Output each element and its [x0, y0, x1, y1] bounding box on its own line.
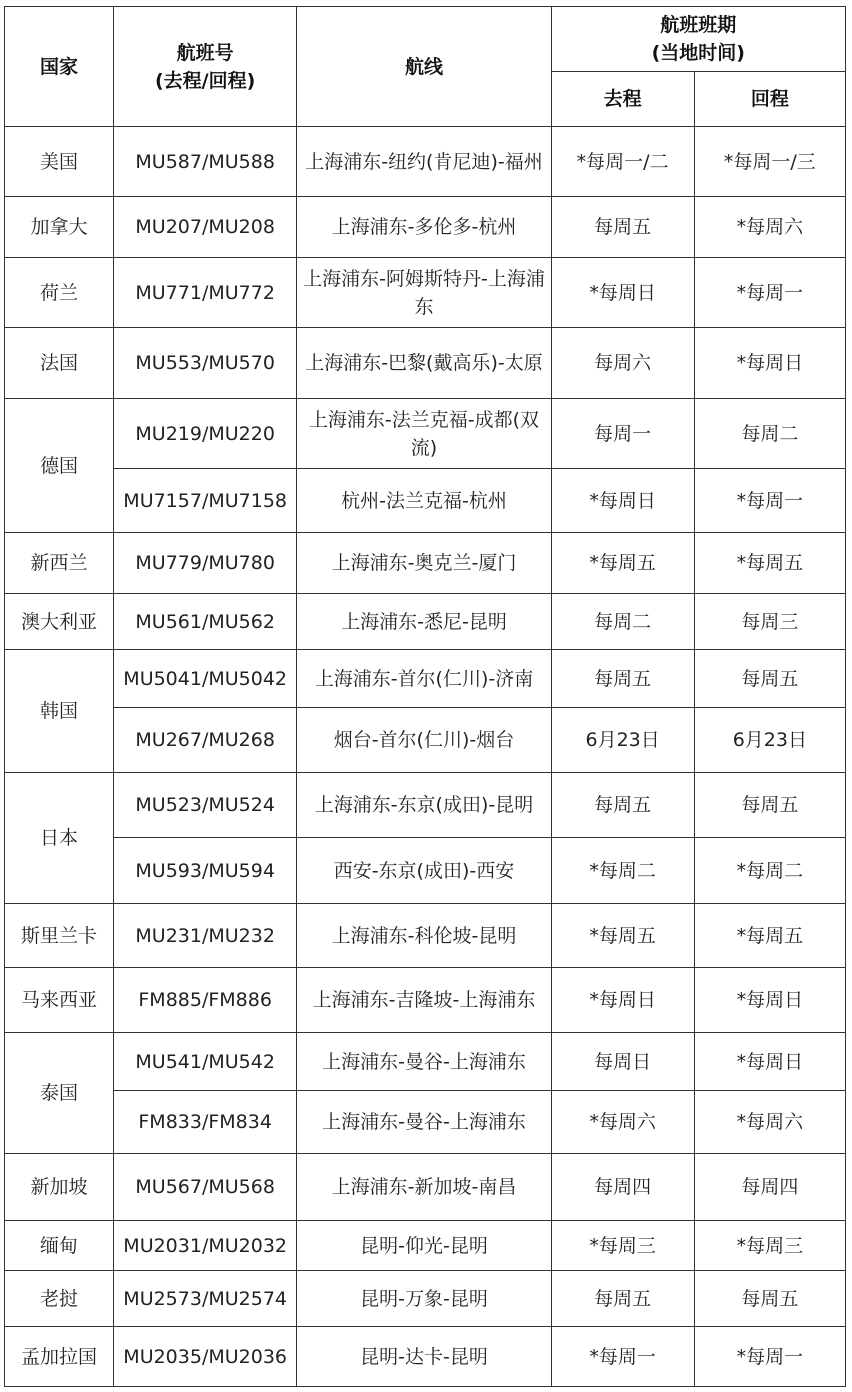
route-cell: 昆明-仰光-昆明	[297, 1221, 551, 1271]
table-row	[5, 1033, 846, 1091]
country-cell: 马来西亚	[5, 968, 114, 1033]
table-row	[5, 1221, 846, 1271]
country-cell: 斯里兰卡	[5, 904, 114, 968]
flight-cell: MU207/MU208	[113, 197, 297, 258]
country-cell: 荷兰	[5, 258, 114, 328]
country-cell: 澳大利亚	[5, 594, 114, 650]
flight-cell: MU231/MU232	[113, 904, 297, 968]
table-row	[5, 1327, 846, 1387]
header-return: 回程	[694, 72, 845, 127]
country-cell: 新加坡	[5, 1154, 114, 1221]
outbound-cell: *每周日	[551, 469, 694, 533]
outbound-cell: 每周一	[551, 399, 694, 469]
route-cell: 上海浦东-东京(成田)-昆明	[297, 773, 551, 838]
header-schedule	[551, 7, 845, 72]
outbound-cell: *每周六	[551, 1091, 694, 1154]
return-cell: 每周五	[694, 773, 845, 838]
table-row	[5, 1091, 846, 1154]
return-cell: *每周一	[694, 1327, 845, 1387]
table-row	[5, 594, 846, 650]
flight-cell: MU561/MU562	[113, 594, 297, 650]
table-row	[5, 197, 846, 258]
return-cell: 每周二	[694, 399, 845, 469]
table-row	[5, 469, 846, 533]
table-row	[5, 328, 846, 399]
return-cell: *每周六	[694, 1091, 845, 1154]
table-row	[5, 258, 846, 328]
return-cell: *每周日	[694, 328, 845, 399]
country-cell: 美国	[5, 127, 114, 197]
flight-cell: MU5041/MU5042	[113, 650, 297, 708]
flight-cell: MU523/MU524	[113, 773, 297, 838]
route-cell: 昆明-达卡-昆明	[297, 1327, 551, 1387]
outbound-cell: 每周五	[551, 197, 694, 258]
outbound-cell: *每周三	[551, 1221, 694, 1271]
route-cell: 上海浦东-巴黎(戴高乐)-太原	[297, 328, 551, 399]
return-cell: 每周三	[694, 594, 845, 650]
country-cell: 德国	[5, 399, 114, 533]
outbound-cell: 每周五	[551, 650, 694, 708]
route-cell: 上海浦东-纽约(肯尼迪)-福州	[297, 127, 551, 197]
route-cell: 上海浦东-悉尼-昆明	[297, 594, 551, 650]
return-cell: *每周日	[694, 1033, 845, 1091]
route-cell: 昆明-万象-昆明	[297, 1271, 551, 1327]
table-row	[5, 127, 846, 197]
route-cell: 上海浦东-法兰克福-成都(双流)	[297, 399, 551, 469]
route-cell: 上海浦东-奥克兰-厦门	[297, 533, 551, 594]
country-cell: 新西兰	[5, 533, 114, 594]
route-cell: 上海浦东-多伦多-杭州	[297, 197, 551, 258]
route-cell: 烟台-首尔(仁川)-烟台	[297, 708, 551, 773]
flight-cell: MU267/MU268	[113, 708, 297, 773]
header-country: 国家	[5, 7, 114, 127]
outbound-cell: *每周五	[551, 904, 694, 968]
flight-cell: MU779/MU780	[113, 533, 297, 594]
table-row	[5, 838, 846, 904]
outbound-cell: 每周二	[551, 594, 694, 650]
route-cell: 上海浦东-新加坡-南昌	[297, 1154, 551, 1221]
header-schedule-label: 航班班期	[660, 14, 737, 36]
table-body	[5, 127, 846, 1387]
outbound-cell: *每周一	[551, 1327, 694, 1387]
flight-cell: MU2035/MU2036	[113, 1327, 297, 1387]
outbound-cell: 6月23日	[551, 708, 694, 773]
flight-cell: MU553/MU570	[113, 328, 297, 399]
outbound-cell: *每周日	[551, 968, 694, 1033]
country-cell: 法国	[5, 328, 114, 399]
return-cell: *每周一	[694, 258, 845, 328]
return-cell: *每周一	[694, 469, 845, 533]
country-cell: 缅甸	[5, 1221, 114, 1271]
return-cell: *每周五	[694, 533, 845, 594]
table-row	[5, 533, 846, 594]
outbound-cell: *每周五	[551, 533, 694, 594]
header-flight-number	[113, 7, 297, 127]
return-cell: *每周五	[694, 904, 845, 968]
country-cell: 老挝	[5, 1271, 114, 1327]
header-route: 航线	[297, 7, 551, 127]
return-cell: *每周三	[694, 1221, 845, 1271]
country-cell: 加拿大	[5, 197, 114, 258]
return-cell: 每周五	[694, 1271, 845, 1327]
route-cell: 西安-东京(成田)-西安	[297, 838, 551, 904]
route-cell: 上海浦东-首尔(仁川)-济南	[297, 650, 551, 708]
header-flight-sub: (去程/回程)	[155, 69, 256, 92]
outbound-cell: *每周一/二	[551, 127, 694, 197]
flight-cell: MU587/MU588	[113, 127, 297, 197]
outbound-cell: *每周二	[551, 838, 694, 904]
header-flight-label: 航班号	[176, 41, 234, 64]
return-cell: *每周六	[694, 197, 845, 258]
country-cell: 韩国	[5, 650, 114, 773]
table-row	[5, 1154, 846, 1221]
table-row	[5, 399, 846, 469]
outbound-cell: 每周日	[551, 1033, 694, 1091]
flight-cell: MU2031/MU2032	[113, 1221, 297, 1271]
outbound-cell: 每周五	[551, 773, 694, 838]
header-outbound: 去程	[551, 72, 694, 127]
country-cell: 泰国	[5, 1033, 114, 1154]
route-cell: 上海浦东-吉隆坡-上海浦东	[297, 968, 551, 1033]
return-cell: *每周日	[694, 968, 845, 1033]
country-cell: 日本	[5, 773, 114, 904]
return-cell: 每周四	[694, 1154, 845, 1221]
return-cell: 每周五	[694, 650, 845, 708]
outbound-cell: 每周六	[551, 328, 694, 399]
flight-cell: MU219/MU220	[113, 399, 297, 469]
table-row	[5, 904, 846, 968]
route-cell: 上海浦东-曼谷-上海浦东	[297, 1091, 551, 1154]
return-cell: 6月23日	[694, 708, 845, 773]
route-cell: 上海浦东-曼谷-上海浦东	[297, 1033, 551, 1091]
flight-cell: FM885/FM886	[113, 968, 297, 1033]
header-schedule-sub: (当地时间)	[651, 42, 745, 64]
table-row	[5, 773, 846, 838]
country-cell: 孟加拉国	[5, 1327, 114, 1387]
table-header	[5, 7, 846, 127]
table-row	[5, 650, 846, 708]
table-row	[5, 1271, 846, 1327]
flight-cell: MU771/MU772	[113, 258, 297, 328]
flight-cell: FM833/FM834	[113, 1091, 297, 1154]
route-cell: 上海浦东-科伦坡-昆明	[297, 904, 551, 968]
flight-cell: MU2573/MU2574	[113, 1271, 297, 1327]
flight-schedule-table	[4, 6, 846, 1387]
route-cell: 上海浦东-阿姆斯特丹-上海浦东	[297, 258, 551, 328]
flight-cell: MU7157/MU7158	[113, 469, 297, 533]
table-row	[5, 708, 846, 773]
table-row	[5, 968, 846, 1033]
flight-cell: MU593/MU594	[113, 838, 297, 904]
outbound-cell: 每周四	[551, 1154, 694, 1221]
flight-cell: MU567/MU568	[113, 1154, 297, 1221]
return-cell: *每周二	[694, 838, 845, 904]
flight-cell: MU541/MU542	[113, 1033, 297, 1091]
outbound-cell: 每周五	[551, 1271, 694, 1327]
outbound-cell: *每周日	[551, 258, 694, 328]
route-cell: 杭州-法兰克福-杭州	[297, 469, 551, 533]
return-cell: *每周一/三	[694, 127, 845, 197]
